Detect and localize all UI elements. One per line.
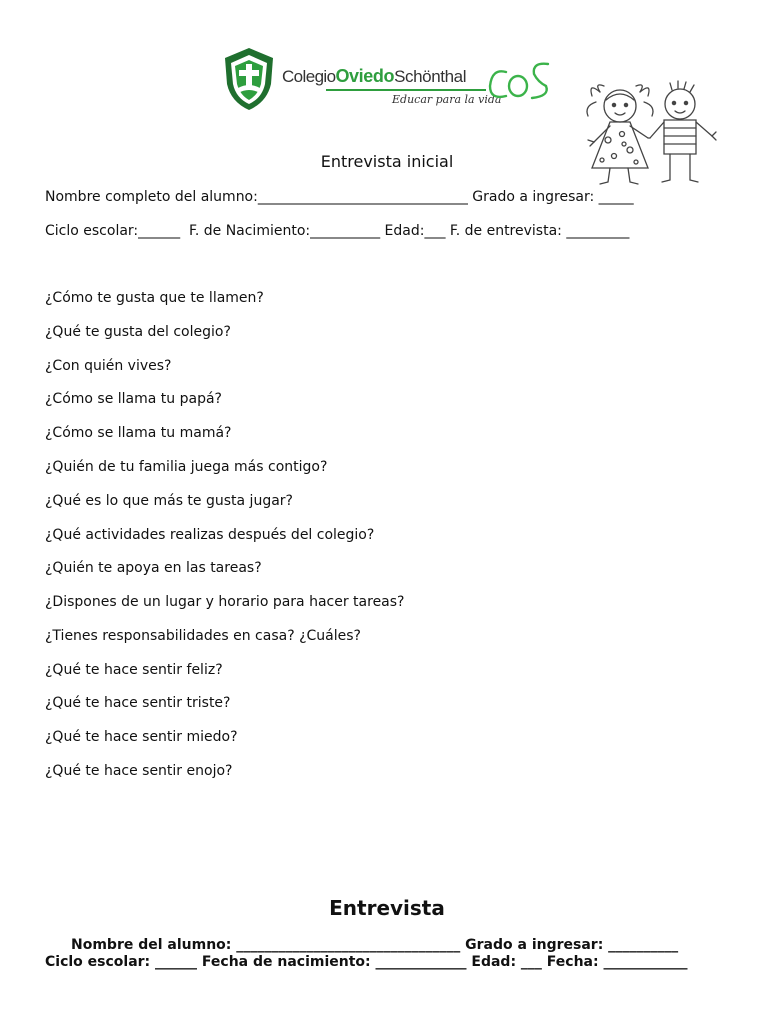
question: ¿Cómo te gusta que te llamen? <box>45 290 264 306</box>
children-illustration <box>578 80 722 188</box>
question: ¿Quién de tu familia juega más contigo? <box>45 459 328 475</box>
question: ¿Con quién vives? <box>45 358 172 374</box>
second-form-name-grade-line: Nombre del alumno: ________________________________ Grado a ingresar: __________ <box>71 937 679 953</box>
logo-word-colegio: Colegio <box>282 67 336 86</box>
second-form-title: Entrevista <box>329 896 445 920</box>
form-title: Entrevista inicial <box>320 152 454 171</box>
question: ¿Qué te gusta del colegio? <box>45 324 231 340</box>
school-name-logo <box>282 66 466 87</box>
question: ¿Tienes responsabilidades en casa? ¿Cuáles? <box>45 628 361 644</box>
student-name-grade-line: Nombre completo del alumno:______________________________ Grado a ingresar: _____ <box>45 189 634 205</box>
question: ¿Qué te hace sentir miedo? <box>45 729 238 745</box>
logo-word-oviedo: Oviedo <box>335 66 395 86</box>
question: ¿Qué es lo que más te gusta jugar? <box>45 493 293 509</box>
question: ¿Cómo se llama tu mamá? <box>45 425 232 441</box>
question: ¿Qué te hace sentir triste? <box>45 695 231 711</box>
question: ¿Dispones de un lugar y horario para hacer tareas? <box>45 594 405 610</box>
cos-monogram-icon <box>486 58 554 106</box>
question: ¿Quién te apoya en las tareas? <box>45 560 262 576</box>
logo-word-schonthal: Schönthal <box>394 67 467 86</box>
question: ¿Qué actividades realizas después del colegio? <box>45 527 375 543</box>
logo-underline <box>326 89 486 91</box>
question: ¿Qué te hace sentir feliz? <box>45 662 223 678</box>
question: ¿Qué te hace sentir enojo? <box>45 763 233 779</box>
cycle-birth-age-date-line: Ciclo escolar:______ F. de Nacimiento:__________ Edad:___ F. de entrevista: _________ <box>45 223 630 239</box>
question: ¿Cómo se llama tu papá? <box>45 391 222 407</box>
logo-tagline: Educar para la vida <box>392 93 502 106</box>
second-form-cycle-birth-line: Ciclo escolar: ______ Fecha de nacimiento: _____________ Edad: ___ Fecha: ____________ <box>45 954 688 970</box>
school-shield-logo-icon <box>222 46 276 112</box>
